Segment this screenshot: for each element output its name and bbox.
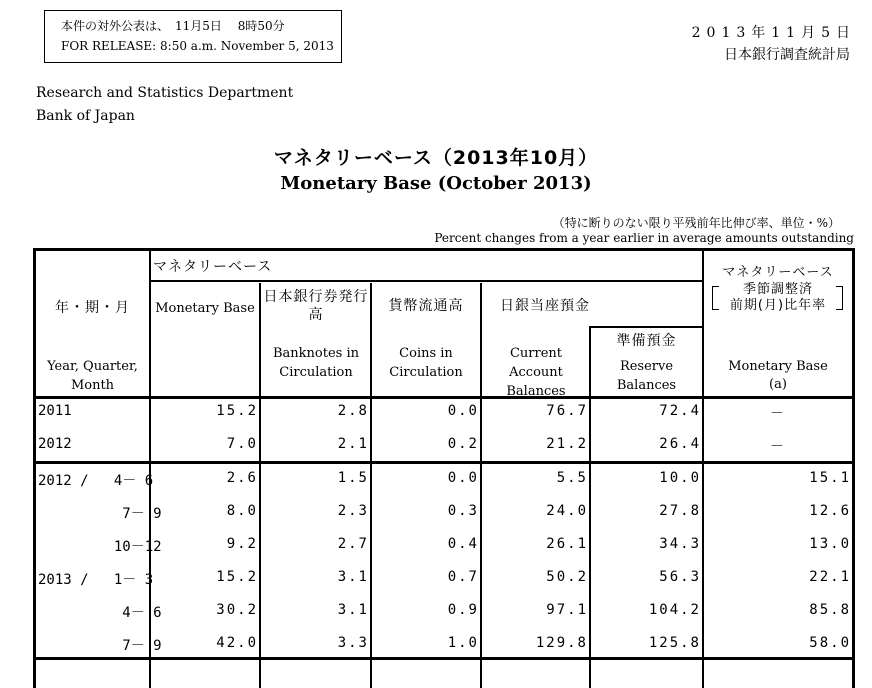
cell-bank: 2.8 xyxy=(337,403,369,419)
cell-cur: 24.0 xyxy=(546,503,588,519)
cell-mb: 9.2 xyxy=(226,536,258,552)
release-line-en: FOR RELEASE: 8:50 a.m. November 5, 2013 xyxy=(61,39,334,53)
bureau-name: 日本銀行調査統計局 xyxy=(724,47,850,63)
header-coins-en: Coins in Circulation xyxy=(389,346,463,380)
release-notice-box xyxy=(44,10,342,63)
cell-coins: 0.0 xyxy=(447,403,479,419)
cell-res: 125.8 xyxy=(648,635,701,651)
row-period-label: 2012 / 4－ 6 xyxy=(38,473,154,489)
cell-cur: 97.1 xyxy=(546,602,588,618)
cell-cur: 26.1 xyxy=(546,536,588,552)
row-period-label: 10－12 xyxy=(38,539,162,555)
header-sa-en-2: (a) xyxy=(769,377,787,392)
cell-res: 27.8 xyxy=(659,503,701,519)
header-period-ja: 年・期・月 xyxy=(55,300,130,316)
unit-note-en: Percent changes from a year earlier in average amounts outstanding xyxy=(434,231,854,245)
section-rule xyxy=(36,461,852,464)
cell-coins: 0.7 xyxy=(447,569,479,585)
cell-res: 104.2 xyxy=(648,602,701,618)
cell-res: 26.4 xyxy=(659,436,701,452)
cell-mb: 15.2 xyxy=(216,569,258,585)
header-sa-ja-3: 前期(月)比年率 xyxy=(729,298,827,313)
cell-mb: 30.2 xyxy=(216,602,258,618)
cell-sa: － xyxy=(770,406,786,422)
header-sa-ja-2: 季節調整済 xyxy=(742,282,813,297)
cell-cur: 21.2 xyxy=(546,436,588,452)
header-current-ja: 日銀当座預金 xyxy=(500,298,590,314)
cell-sa: 13.0 xyxy=(809,536,851,552)
cell-bank: 2.3 xyxy=(337,503,369,519)
header-bottom-rule xyxy=(36,396,852,399)
page-title-ja: マネタリーベース（2013年10月） xyxy=(273,147,599,169)
cell-mb: 42.0 xyxy=(216,635,258,651)
cell-coins: 1.0 xyxy=(447,635,479,651)
cell-res: 34.3 xyxy=(659,536,701,552)
cell-cur: 50.2 xyxy=(546,569,588,585)
cell-coins: 0.9 xyxy=(447,602,479,618)
department-name: Research and Statistics Department xyxy=(36,85,294,101)
cell-sa: 58.0 xyxy=(809,635,851,651)
header-banknotes-en: Banknotes in Circulation xyxy=(272,346,359,380)
cell-coins: 0.0 xyxy=(447,470,479,486)
cell-sa: 22.1 xyxy=(809,569,851,585)
cell-mb: 8.0 xyxy=(226,503,258,519)
row-period-label: 4－ 6 xyxy=(38,605,162,621)
release-line-ja: 本件の対外公表は、 11月5日 8時50分 xyxy=(61,19,285,33)
row-period-label: 2013 / 1－ 3 xyxy=(38,572,154,588)
header-sa-ja-1: マネタリーベース xyxy=(722,265,834,280)
header-current-en: Current Account Balances xyxy=(506,346,566,399)
header-reserve-ja: 準備預金 xyxy=(616,333,677,349)
left-bracket-icon xyxy=(712,286,719,310)
row-divider xyxy=(149,280,704,282)
section-rule xyxy=(36,657,852,660)
header-sa-en-1: Monetary Base xyxy=(728,359,828,374)
cell-coins: 0.3 xyxy=(447,503,479,519)
cell-mb: 2.6 xyxy=(226,470,258,486)
cell-bank: 3.1 xyxy=(337,569,369,585)
cell-bank: 1.5 xyxy=(337,470,369,486)
col-divider xyxy=(259,283,261,688)
date-block xyxy=(691,22,856,66)
cell-sa: － xyxy=(770,439,786,455)
department-block xyxy=(36,82,293,128)
row-period-label: 2011 xyxy=(38,403,72,419)
monetary-base-table xyxy=(33,248,855,688)
cell-res: 56.3 xyxy=(659,569,701,585)
right-bracket-icon xyxy=(836,286,843,310)
row-period-label: 7－ 9 xyxy=(38,506,162,522)
row-divider xyxy=(589,326,704,328)
cell-sa: 85.8 xyxy=(809,602,851,618)
page-title-en: Monetary Base (October 2013) xyxy=(280,173,592,194)
header-coins-ja: 貨幣流通高 xyxy=(388,298,464,314)
release-date: 2013年11月5日 xyxy=(691,25,856,41)
header-reserve-en: Reserve Balances xyxy=(616,359,677,393)
cell-coins: 0.4 xyxy=(447,536,479,552)
header-banknotes-ja: 日本銀行券発行高 xyxy=(263,289,369,323)
cell-cur: 129.8 xyxy=(535,635,588,651)
col-divider xyxy=(702,251,704,688)
row-period-label: 2012 xyxy=(38,436,72,452)
cell-res: 72.4 xyxy=(659,403,701,419)
cell-bank: 3.1 xyxy=(337,602,369,618)
cell-sa: 15.1 xyxy=(809,470,851,486)
row-period-label: 7－ 9 xyxy=(38,638,162,654)
cell-bank: 2.1 xyxy=(337,436,369,452)
cell-mb: 7.0 xyxy=(226,436,258,452)
unit-note-ja: （特に断りのない限り平残前年比伸び率、単位・%） xyxy=(552,216,840,230)
cell-bank: 2.7 xyxy=(337,536,369,552)
cell-cur: 5.5 xyxy=(556,470,588,486)
cell-cur: 76.7 xyxy=(546,403,588,419)
header-mb-en: Monetary Base xyxy=(155,301,255,316)
cell-sa: 12.6 xyxy=(809,503,851,519)
header-period-en: Year, Quarter, Month xyxy=(47,359,138,393)
cell-mb: 15.2 xyxy=(216,403,258,419)
cell-res: 10.0 xyxy=(659,470,701,486)
cell-coins: 0.2 xyxy=(447,436,479,452)
header-mb-group-ja: マネタリーベース xyxy=(153,259,273,275)
cell-bank: 3.3 xyxy=(337,635,369,651)
bank-name: Bank of Japan xyxy=(36,108,135,124)
